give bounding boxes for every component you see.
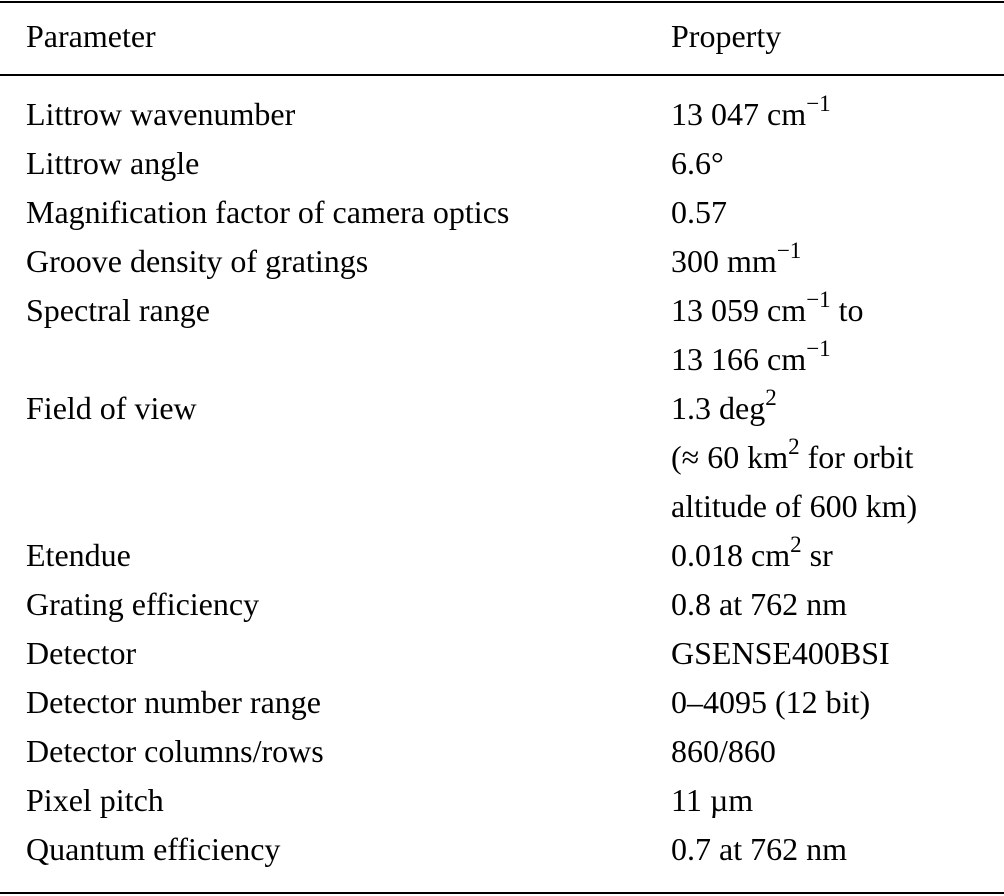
row-parameter: Detector columns/rows bbox=[26, 733, 324, 769]
table-row bbox=[0, 237, 1004, 286]
row-property: 0.7 at 762 nm bbox=[671, 831, 847, 867]
row-property: 11 µm bbox=[671, 782, 754, 818]
table-row bbox=[0, 727, 1004, 776]
header-parameter: Parameter bbox=[26, 18, 156, 54]
header-rule bbox=[0, 74, 1004, 76]
row-property: 1.3 deg$^2$ bbox=[671, 384, 777, 426]
row-property: 0.018 $cm^2$ sr bbox=[671, 531, 833, 573]
bottom-rule bbox=[0, 892, 1004, 894]
table-row bbox=[0, 188, 1004, 237]
row-parameter: Etendue bbox=[26, 537, 131, 573]
table-row-continued bbox=[0, 482, 1004, 531]
table-row bbox=[0, 139, 1004, 188]
row-property: 13 059 $cm^{-1}$ to bbox=[671, 286, 864, 328]
table-row bbox=[0, 678, 1004, 727]
row-property: 300 $mm^{-1}$ bbox=[671, 237, 802, 279]
row-parameter: Detector number range bbox=[26, 684, 321, 720]
row-property: 13 047 $cm^{-1}$ bbox=[671, 90, 831, 132]
table-row bbox=[0, 629, 1004, 678]
table-row-continued bbox=[0, 335, 1004, 384]
table-row bbox=[0, 825, 1004, 874]
table-row bbox=[0, 580, 1004, 629]
header-property: Property bbox=[671, 18, 782, 54]
table-row bbox=[0, 531, 1004, 580]
header-row bbox=[0, 14, 1004, 58]
row-property: 0.8 at 762 nm bbox=[671, 586, 847, 622]
table-row bbox=[0, 90, 1004, 139]
table-row bbox=[0, 776, 1004, 825]
row-property: 0–4095 (12 bit) bbox=[671, 684, 871, 720]
row-parameter: Pixel pitch bbox=[26, 782, 164, 818]
row-property: (≈ 60 $km^2$ for orbit bbox=[671, 433, 914, 475]
table-row bbox=[0, 384, 1004, 433]
row-parameter: Field of view bbox=[26, 390, 197, 426]
table-row bbox=[0, 286, 1004, 335]
row-parameter: Littrow wavenumber bbox=[26, 96, 296, 132]
row-property: GSENSE400BSI bbox=[671, 635, 890, 671]
table-row-continued bbox=[0, 433, 1004, 482]
row-parameter: Groove density of gratings bbox=[26, 243, 369, 279]
row-parameter: Grating efficiency bbox=[26, 586, 260, 622]
row-parameter: Detector bbox=[26, 635, 137, 671]
row-property: 860/860 bbox=[671, 733, 776, 769]
row-parameter: Littrow angle bbox=[26, 145, 200, 181]
row-property: 13 166 $cm^{-1}$ bbox=[671, 335, 831, 377]
row-parameter: Quantum efficiency bbox=[26, 831, 281, 867]
table-body bbox=[0, 90, 1004, 874]
row-property: 6.6° bbox=[671, 145, 724, 181]
row-parameter: Spectral range bbox=[26, 292, 210, 328]
row-parameter: Magnification factor of camera optics bbox=[26, 194, 510, 230]
row-property: altitude of 600 km) bbox=[671, 488, 918, 524]
row-property: 0.57 bbox=[671, 194, 727, 230]
top-rule bbox=[0, 1, 1004, 3]
